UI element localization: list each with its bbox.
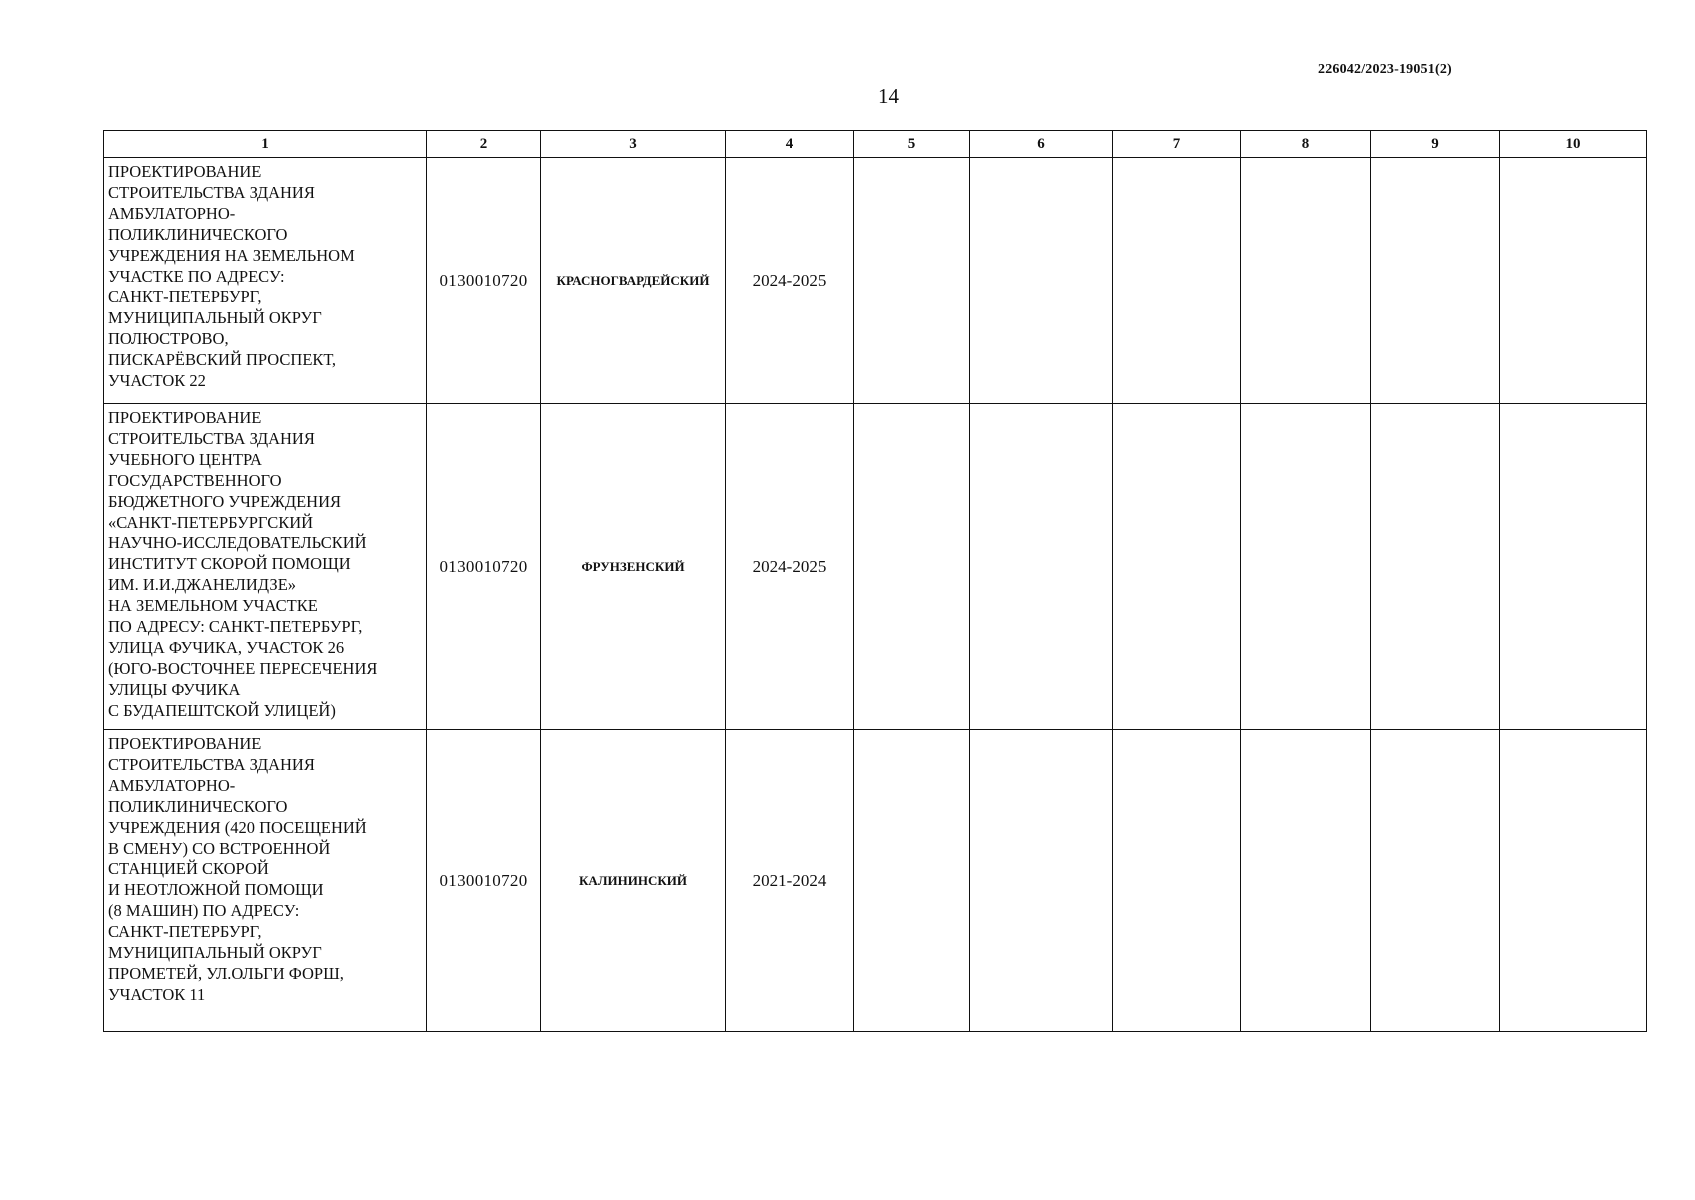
column-header: 5 [854,131,970,158]
document-id: 226042/2023-19051(2) [1318,62,1452,77]
empty-cell [1241,158,1371,404]
code-cell: 0130010720 [427,404,541,730]
column-header: 4 [726,131,854,158]
empty-cell [1371,158,1500,404]
empty-cell [1371,730,1500,1032]
table-row [104,404,1647,730]
column-header: 9 [1371,131,1500,158]
project-name-cell: ПРОЕКТИРОВАНИЕ СТРОИТЕЛЬСТВА ЗДАНИЯ АМБУЛАТОРНО- ПОЛИКЛИНИЧЕСКОГО УЧРЕЖДЕНИЯ (420 ПОСЕЩЕНИЙ В СМЕНУ) СО ВСТРОЕННОЙ СТАНЦИЕЙ СКОРОЙ И НЕОТЛОЖНОЙ ПОМОЩИ (8 МАШИН) ПО АДРЕСУ: САНКТ-ПЕТЕРБУРГ, МУНИЦИПАЛЬНЫЙ ОКРУГ ПРОМЕТЕЙ, УЛ.ОЛЬГИ ФОРШ, УЧАСТОК 11 [104,730,427,1032]
empty-cell [1500,158,1647,404]
page-number: 14 [878,84,899,108]
empty-cell [1500,730,1647,1032]
empty-cell [1113,158,1241,404]
project-name-cell: ПРОЕКТИРОВАНИЕ СТРОИТЕЛЬСТВА ЗДАНИЯ АМБУЛАТОРНО- ПОЛИКЛИНИЧЕСКОГО УЧРЕЖДЕНИЯ НА ЗЕМЕЛЬНОМ УЧАСТКЕ ПО АДРЕСУ: САНКТ-ПЕТЕРБУРГ, МУНИЦИПАЛЬНЫЙ ОКРУГ ПОЛЮСТРОВО, ПИСКАРЁВСКИЙ ПРОСПЕКТ, УЧАСТОК 22 [104,158,427,404]
code-cell: 0130010720 [427,730,541,1032]
table-header-row [104,131,1647,158]
district-cell: КАЛИНИНСКИЙ [541,730,726,1032]
years-cell: 2024-2025 [726,404,854,730]
empty-cell [854,730,970,1032]
empty-cell [1113,404,1241,730]
empty-cell [970,158,1113,404]
empty-cell [1241,404,1371,730]
empty-cell [1371,404,1500,730]
district-cell: ФРУНЗЕНСКИЙ [541,404,726,730]
table-row [104,730,1647,1032]
empty-cell [854,158,970,404]
empty-cell [854,404,970,730]
empty-cell [1500,404,1647,730]
years-cell: 2021-2024 [726,730,854,1032]
empty-cell [1241,730,1371,1032]
code-cell: 0130010720 [427,158,541,404]
table-row [104,158,1647,404]
column-header: 3 [541,131,726,158]
empty-cell [970,404,1113,730]
column-header: 2 [427,131,541,158]
years-cell: 2024-2025 [726,158,854,404]
column-header: 8 [1241,131,1371,158]
district-cell: КРАСНОГВАРДЕЙСКИЙ [541,158,726,404]
column-header: 1 [104,131,427,158]
column-header: 7 [1113,131,1241,158]
column-header: 10 [1500,131,1647,158]
empty-cell [970,730,1113,1032]
project-name-cell: ПРОЕКТИРОВАНИЕ СТРОИТЕЛЬСТВА ЗДАНИЯ УЧЕБНОГО ЦЕНТРА ГОСУДАРСТВЕННОГО БЮДЖЕТНОГО УЧРЕЖДЕНИЯ «САНКТ-ПЕТЕРБУРГСКИЙ НАУЧНО-ИССЛЕДОВАТЕЛЬСКИЙ ИНСТИТУТ СКОРОЙ ПОМОЩИ ИМ. И.И.ДЖАНЕЛИДЗЕ» НА ЗЕМЕЛЬНОМ УЧАСТКЕ ПО АДРЕСУ: САНКТ-ПЕТЕРБУРГ, УЛИЦА ФУЧИКА, УЧАСТОК 26 (ЮГО-ВОСТОЧНЕЕ ПЕРЕСЕЧЕНИЯ УЛИЦЫ ФУЧИКА С БУДАПЕШТСКОЙ УЛИЦЕЙ) [104,404,427,730]
column-header: 6 [970,131,1113,158]
empty-cell [1113,730,1241,1032]
data-table [103,130,1647,1032]
